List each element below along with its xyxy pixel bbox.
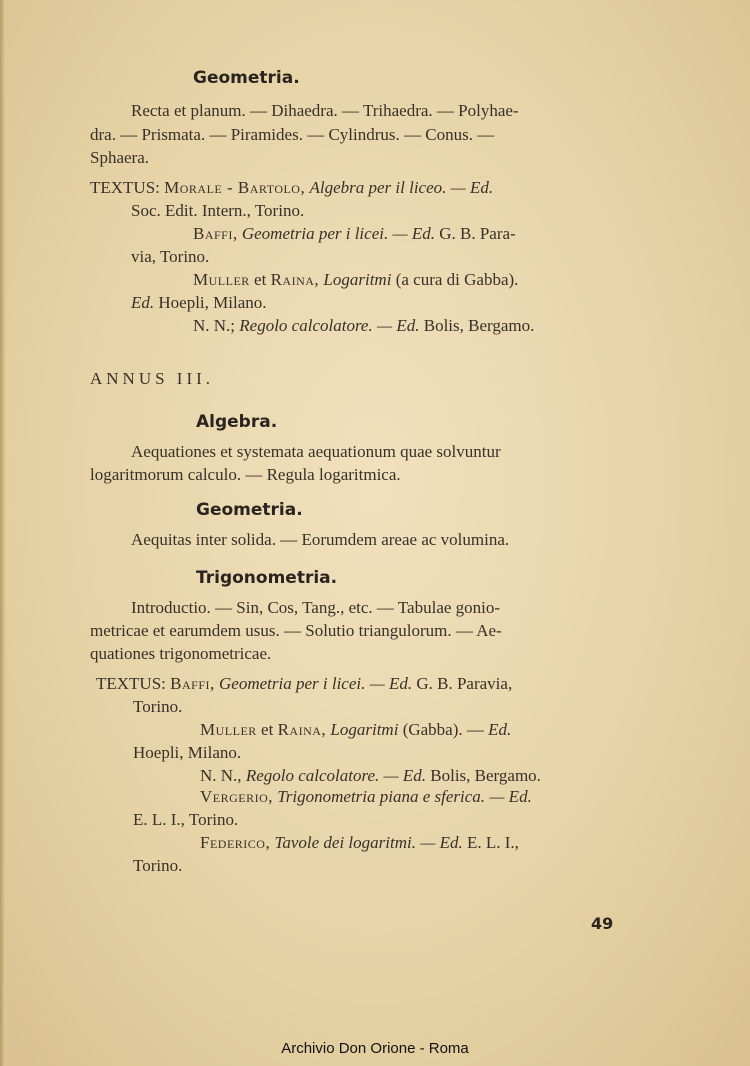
section-heading-algebra: Algebra.	[196, 412, 278, 432]
textus-label: TEXTUS:	[90, 178, 160, 197]
author: N. N.;	[193, 316, 236, 335]
editor-abbrev: — Ed.	[383, 766, 427, 785]
publisher: E. L. I.,	[466, 833, 519, 852]
textus-entry	[200, 766, 541, 786]
editor-abbrev: — Ed.	[392, 224, 435, 243]
editor-abbrev: — Ed.	[450, 178, 494, 197]
note: (Gabba). —	[402, 720, 484, 739]
publisher: G. B. Paravia,	[416, 674, 513, 693]
author: Morale - Bartolo,	[164, 178, 306, 197]
book-title: Geometria per i licei.	[219, 674, 366, 693]
textus-entry	[193, 316, 534, 336]
author: Vergerio,	[200, 787, 274, 806]
textus-entry	[90, 178, 493, 198]
body-line: dra. — Prismata. — Piramides. — Cylindrus. — Conus. —	[90, 125, 495, 144]
author: Muller	[193, 270, 250, 289]
textus-cont: Soc. Edit. Intern., Torino.	[131, 201, 305, 220]
book-title: Regolo calcolatore.	[245, 766, 380, 785]
page-number: 49	[591, 914, 614, 933]
textus-label: TEXTUS:	[96, 674, 166, 693]
body-line: quationes trigonometricae.	[90, 644, 272, 663]
editor-abbrev: — Ed.	[489, 787, 532, 806]
textus-cont: Torino.	[133, 856, 183, 875]
section-heading-geometria: Geometria.	[196, 500, 303, 520]
editor-abbrev: — Ed.	[420, 833, 463, 852]
author: Baffi,	[193, 224, 238, 243]
book-title: Logaritmi	[330, 720, 399, 739]
publisher: Bolis, Bergamo.	[423, 316, 535, 335]
book-title: Geometria per i licei.	[241, 224, 389, 243]
editor-abbrev: — Ed.	[376, 316, 420, 335]
author: Muller	[200, 720, 257, 739]
book-title: Regolo calcolatore.	[239, 316, 373, 335]
section-heading-trigonometria: Trigonometria.	[196, 568, 338, 588]
book-title: Algebra per il liceo.	[309, 178, 447, 197]
textus-cont: via, Torino.	[131, 247, 210, 266]
page-edge	[0, 0, 6, 1066]
annus-heading: ANNUS III.	[90, 369, 215, 388]
textus-entry	[200, 833, 519, 853]
book-title: Trigonometria piana e sferica.	[277, 787, 486, 806]
editor-abbrev: — Ed.	[369, 674, 413, 693]
body-line: Recta et planum. — Dihaedra. — Trihaedra. — Polyhae-	[131, 101, 519, 120]
note: (a cura di Gabba).	[395, 270, 519, 289]
book-title: Tavole dei logaritmi.	[274, 833, 416, 852]
body-line: Aequationes et systemata aequationum quae solvuntur	[131, 442, 501, 461]
body-line: metricae et earumdem usus. — Solutio triangulorum. — Ae-	[90, 621, 502, 640]
section-heading-geometria: Geometria.	[193, 68, 300, 88]
textus-cont	[131, 293, 267, 313]
body-line: Introductio. — Sin, Cos, Tang., etc. — Tabulae gonio-	[131, 598, 501, 617]
textus-cont: E. L. I., Torino.	[133, 810, 239, 829]
conjunction: et	[254, 270, 267, 289]
publisher: Bolis, Bergamo.	[430, 766, 541, 785]
publisher: Hoepli, Milano.	[158, 293, 267, 312]
body-line: Sphaera.	[90, 148, 150, 167]
author: Raina,	[270, 270, 320, 289]
textus-cont: Hoepli, Milano.	[133, 743, 242, 762]
editor-abbrev: Ed.	[131, 293, 155, 312]
author: Baffi,	[170, 674, 215, 693]
author: N. N.,	[200, 766, 242, 785]
textus-entry	[193, 270, 518, 290]
conjunction: et	[261, 720, 274, 739]
archive-footer: Archivio Don Orione - Roma	[281, 1040, 469, 1057]
body-line: logaritmorum calculo. — Regula logaritmica.	[90, 465, 401, 484]
textus-entry	[200, 787, 532, 807]
textus-entry	[193, 224, 516, 244]
publisher: G. B. Para-	[439, 224, 516, 243]
author: Raina,	[277, 720, 327, 739]
textus-entry	[200, 720, 511, 740]
author: Federico,	[200, 833, 271, 852]
editor-abbrev: Ed.	[488, 720, 512, 739]
textus-cont: Torino.	[133, 697, 183, 716]
book-title: Logaritmi	[323, 270, 392, 289]
body-line: Aequitas inter solida. — Eorumdem areae ac volumina.	[131, 530, 510, 549]
textus-entry	[96, 674, 512, 694]
